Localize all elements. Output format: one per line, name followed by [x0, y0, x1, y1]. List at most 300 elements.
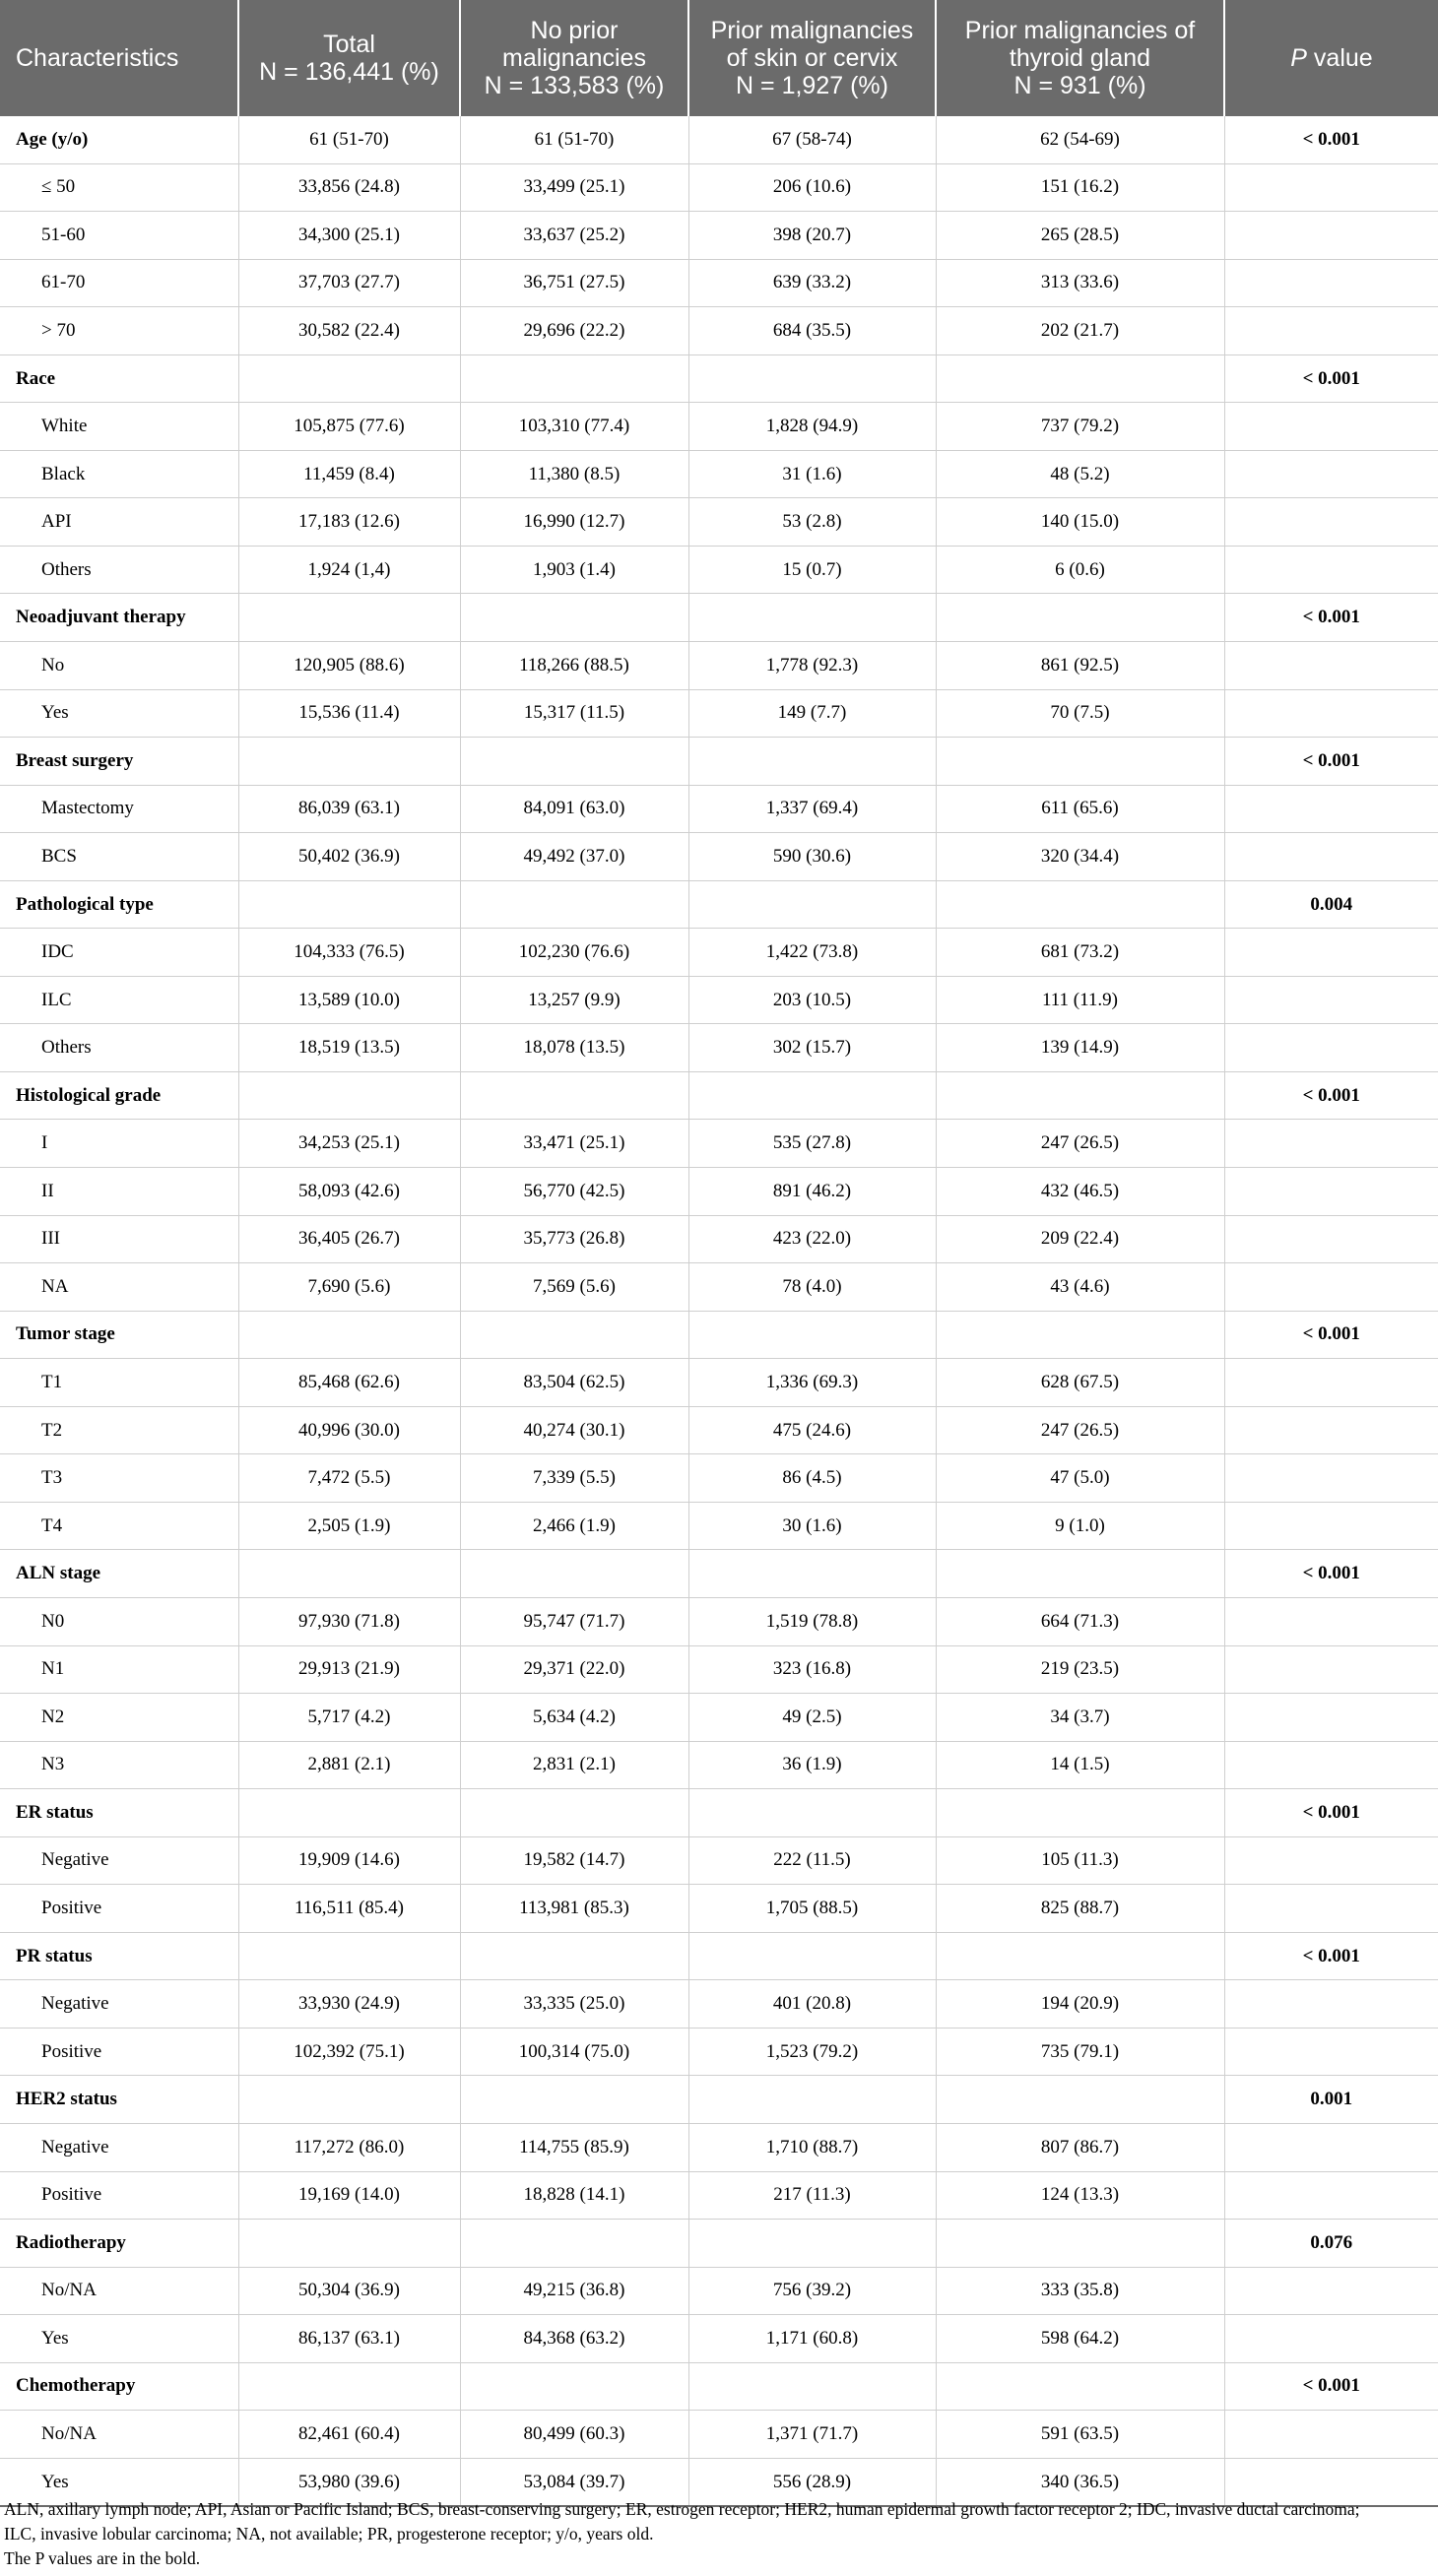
p-value — [1224, 450, 1438, 498]
table-row — [0, 689, 1438, 738]
no-prior-value: 1,903 (1.4) — [460, 546, 688, 594]
row-label: T4 — [0, 1502, 238, 1550]
no-prior-value: 80,499 (60.3) — [460, 2411, 688, 2459]
thyroid-value — [936, 1932, 1224, 1980]
p-value — [1224, 163, 1438, 212]
thyroid-value — [936, 2220, 1224, 2268]
p-value — [1224, 642, 1438, 690]
row-label: III — [0, 1215, 238, 1263]
table-row — [0, 1502, 1438, 1550]
no-prior-value: 15,317 (11.5) — [460, 689, 688, 738]
total-value — [238, 1071, 460, 1120]
thyroid-value: 247 (26.5) — [936, 1120, 1224, 1168]
total-value: 7,690 (5.6) — [238, 1263, 460, 1312]
p-value — [1224, 498, 1438, 547]
category-row — [0, 738, 1438, 786]
skin-cervix-value: 1,171 (60.8) — [688, 2315, 936, 2363]
total-value — [238, 1789, 460, 1837]
thyroid-value: 209 (22.4) — [936, 1215, 1224, 1263]
table-row — [0, 1741, 1438, 1789]
thyroid-value — [936, 594, 1224, 642]
p-value — [1224, 689, 1438, 738]
row-label: N3 — [0, 1741, 238, 1789]
total-value: 36,405 (26.7) — [238, 1215, 460, 1263]
table-row — [0, 1359, 1438, 1407]
p-value — [1224, 546, 1438, 594]
skin-cervix-value: 149 (7.7) — [688, 689, 936, 738]
table-row — [0, 546, 1438, 594]
no-prior-value — [460, 1311, 688, 1359]
header-no-prior-line3: N = 133,583 (%) — [484, 72, 665, 99]
row-label: II — [0, 1168, 238, 1216]
p-value: < 0.001 — [1224, 1789, 1438, 1837]
total-value: 50,304 (36.9) — [238, 2267, 460, 2315]
table-row — [0, 2315, 1438, 2363]
p-value — [1224, 2171, 1438, 2220]
skin-cervix-value: 1,336 (69.3) — [688, 1359, 936, 1407]
skin-cervix-value: 1,337 (69.4) — [688, 785, 936, 833]
thyroid-value: 219 (23.5) — [936, 1645, 1224, 1694]
thyroid-value: 9 (1.0) — [936, 1502, 1224, 1550]
thyroid-value: 861 (92.5) — [936, 642, 1224, 690]
thyroid-value — [936, 880, 1224, 929]
p-value — [1224, 1454, 1438, 1503]
total-value: 85,468 (62.6) — [238, 1359, 460, 1407]
header-prior-skin-cervix-line1: Prior malignancies — [710, 17, 914, 44]
header-row — [0, 0, 1438, 116]
no-prior-value — [460, 2076, 688, 2124]
no-prior-value: 5,634 (4.2) — [460, 1694, 688, 1742]
skin-cervix-value: 475 (24.6) — [688, 1406, 936, 1454]
table-row — [0, 1454, 1438, 1503]
row-label: Positive — [0, 2171, 238, 2220]
thyroid-value: 598 (64.2) — [936, 2315, 1224, 2363]
row-label: 51-60 — [0, 212, 238, 260]
thyroid-value: 735 (79.1) — [936, 2028, 1224, 2076]
skin-cervix-value: 535 (27.8) — [688, 1120, 936, 1168]
table-row — [0, 642, 1438, 690]
p-value — [1224, 1263, 1438, 1312]
total-value: 7,472 (5.5) — [238, 1454, 460, 1503]
no-prior-value: 103,310 (77.4) — [460, 403, 688, 451]
thyroid-value: 247 (26.5) — [936, 1406, 1224, 1454]
total-value: 19,169 (14.0) — [238, 2171, 460, 2220]
table-row — [0, 833, 1438, 881]
p-value: < 0.001 — [1224, 116, 1438, 163]
p-value — [1224, 2411, 1438, 2459]
skin-cervix-value: 423 (22.0) — [688, 1215, 936, 1263]
skin-cervix-value: 1,371 (71.7) — [688, 2411, 936, 2459]
table-row — [0, 1024, 1438, 1072]
category-row — [0, 594, 1438, 642]
header-prior-skin-cervix-line3: N = 1,927 (%) — [736, 72, 888, 99]
row-label: ILC — [0, 976, 238, 1024]
no-prior-value: 33,637 (25.2) — [460, 212, 688, 260]
skin-cervix-value — [688, 738, 936, 786]
total-value — [238, 738, 460, 786]
thyroid-value: 628 (67.5) — [936, 1359, 1224, 1407]
table-row — [0, 1168, 1438, 1216]
p-value — [1224, 1885, 1438, 1933]
total-value: 11,459 (8.4) — [238, 450, 460, 498]
skin-cervix-value: 639 (33.2) — [688, 259, 936, 307]
table-row — [0, 1694, 1438, 1742]
footnote-line-3: The P values are in the bold. — [4, 2548, 201, 2568]
thyroid-value: 320 (34.4) — [936, 833, 1224, 881]
table-row — [0, 1215, 1438, 1263]
row-label: No/NA — [0, 2267, 238, 2315]
skin-cervix-value: 203 (10.5) — [688, 976, 936, 1024]
row-label: > 70 — [0, 307, 238, 355]
p-value: < 0.001 — [1224, 1311, 1438, 1359]
thyroid-value: 124 (13.3) — [936, 2171, 1224, 2220]
row-label: Positive — [0, 1885, 238, 1933]
no-prior-value: 84,368 (63.2) — [460, 2315, 688, 2363]
total-value — [238, 2362, 460, 2411]
thyroid-value — [936, 2076, 1224, 2124]
skin-cervix-value: 1,705 (88.5) — [688, 1885, 936, 1933]
thyroid-value — [936, 738, 1224, 786]
total-value — [238, 1932, 460, 1980]
no-prior-value: 95,747 (71.7) — [460, 1597, 688, 1645]
total-value — [238, 354, 460, 403]
no-prior-value — [460, 1932, 688, 1980]
no-prior-value: 83,504 (62.5) — [460, 1359, 688, 1407]
category-label: Chemotherapy — [0, 2362, 238, 2411]
thyroid-value: 47 (5.0) — [936, 1454, 1224, 1503]
p-value — [1224, 785, 1438, 833]
p-value — [1224, 212, 1438, 260]
row-label: API — [0, 498, 238, 547]
category-row — [0, 354, 1438, 403]
skin-cervix-value — [688, 1311, 936, 1359]
no-prior-value: 84,091 (63.0) — [460, 785, 688, 833]
skin-cervix-value — [688, 2076, 936, 2124]
skin-cervix-value: 1,828 (94.9) — [688, 403, 936, 451]
total-value: 40,996 (30.0) — [238, 1406, 460, 1454]
no-prior-value: 18,078 (13.5) — [460, 1024, 688, 1072]
header-no-prior-line1: No prior — [530, 17, 619, 44]
skin-cervix-value — [688, 1071, 936, 1120]
skin-cervix-value: 891 (46.2) — [688, 1168, 936, 1216]
thyroid-value: 807 (86.7) — [936, 2123, 1224, 2171]
table-row — [0, 976, 1438, 1024]
row-label: Others — [0, 546, 238, 594]
total-value: 120,905 (88.6) — [238, 642, 460, 690]
table-row — [0, 1980, 1438, 2029]
p-value: 0.004 — [1224, 880, 1438, 929]
table-row — [0, 403, 1438, 451]
total-value: 37,703 (27.7) — [238, 259, 460, 307]
no-prior-value: 7,569 (5.6) — [460, 1263, 688, 1312]
no-prior-value: 36,751 (27.5) — [460, 259, 688, 307]
total-value: 30,582 (22.4) — [238, 307, 460, 355]
p-value — [1224, 307, 1438, 355]
category-row — [0, 116, 1438, 163]
skin-cervix-value: 1,710 (88.7) — [688, 2123, 936, 2171]
skin-cervix-value: 302 (15.7) — [688, 1024, 936, 1072]
total-value: 104,333 (76.5) — [238, 929, 460, 977]
header-prior-thyroid-line2: thyroid gland — [1009, 44, 1151, 72]
header-prior-thyroid-line3: N = 931 (%) — [1013, 72, 1146, 99]
total-value — [238, 594, 460, 642]
total-value: 18,519 (13.5) — [238, 1024, 460, 1072]
category-label: HER2 status — [0, 2076, 238, 2124]
skin-cervix-value: 15 (0.7) — [688, 546, 936, 594]
p-value — [1224, 1836, 1438, 1885]
total-value — [238, 880, 460, 929]
total-value: 2,505 (1.9) — [238, 1502, 460, 1550]
thyroid-value: 825 (88.7) — [936, 1885, 1224, 1933]
total-value: 15,536 (11.4) — [238, 689, 460, 738]
total-value — [238, 1311, 460, 1359]
skin-cervix-value: 53 (2.8) — [688, 498, 936, 547]
total-value: 86,039 (63.1) — [238, 785, 460, 833]
no-prior-value: 19,582 (14.7) — [460, 1836, 688, 1885]
thyroid-value: 70 (7.5) — [936, 689, 1224, 738]
header-characteristics — [0, 0, 238, 116]
thyroid-value: 265 (28.5) — [936, 212, 1224, 260]
table-row — [0, 929, 1438, 977]
total-value: 58,093 (42.6) — [238, 1168, 460, 1216]
no-prior-value: 11,380 (8.5) — [460, 450, 688, 498]
p-value — [1224, 1168, 1438, 1216]
total-value: 86,137 (63.1) — [238, 2315, 460, 2363]
total-value: 17,183 (12.6) — [238, 498, 460, 547]
no-prior-value: 113,981 (85.3) — [460, 1885, 688, 1933]
p-value — [1224, 1406, 1438, 1454]
thyroid-value: 194 (20.9) — [936, 1980, 1224, 2029]
skin-cervix-value: 78 (4.0) — [688, 1263, 936, 1312]
category-label: Pathological type — [0, 880, 238, 929]
header-prior-thyroid-line1: Prior malignancies of — [964, 17, 1196, 44]
thyroid-value: 333 (35.8) — [936, 2267, 1224, 2315]
thyroid-value: 105 (11.3) — [936, 1836, 1224, 1885]
table-row — [0, 1263, 1438, 1312]
skin-cervix-value: 206 (10.6) — [688, 163, 936, 212]
p-value — [1224, 259, 1438, 307]
category-label: Breast surgery — [0, 738, 238, 786]
category-row — [0, 2362, 1438, 2411]
thyroid-value: 111 (11.9) — [936, 976, 1224, 1024]
no-prior-value: 33,471 (25.1) — [460, 1120, 688, 1168]
thyroid-value: 6 (0.6) — [936, 546, 1224, 594]
p-value — [1224, 1597, 1438, 1645]
no-prior-value: 100,314 (75.0) — [460, 2028, 688, 2076]
skin-cervix-value — [688, 880, 936, 929]
header-p-value — [1224, 0, 1438, 116]
table-row — [0, 785, 1438, 833]
table-row — [0, 1406, 1438, 1454]
category-label: Tumor stage — [0, 1311, 238, 1359]
p-value — [1224, 1024, 1438, 1072]
thyroid-value: 140 (15.0) — [936, 498, 1224, 547]
category-row — [0, 1789, 1438, 1837]
thyroid-value: 737 (79.2) — [936, 403, 1224, 451]
row-label: Negative — [0, 1980, 238, 2029]
p-value: < 0.001 — [1224, 594, 1438, 642]
row-label: 61-70 — [0, 259, 238, 307]
thyroid-value — [936, 1071, 1224, 1120]
footnote-line-2: ILC, invasive lobular carcinoma; NA, not available; PR, progesterone receptor; y/o, years old. — [4, 2524, 654, 2544]
p-value: < 0.001 — [1224, 1932, 1438, 1980]
skin-cervix-value — [688, 354, 936, 403]
no-prior-value — [460, 1550, 688, 1598]
thyroid-value: 611 (65.6) — [936, 785, 1224, 833]
row-label: NA — [0, 1263, 238, 1312]
no-prior-value: 7,339 (5.5) — [460, 1454, 688, 1503]
no-prior-value: 33,499 (25.1) — [460, 163, 688, 212]
no-prior-value: 29,371 (22.0) — [460, 1645, 688, 1694]
table-row — [0, 450, 1438, 498]
thyroid-value: 14 (1.5) — [936, 1741, 1224, 1789]
category-row — [0, 1550, 1438, 1598]
p-value — [1224, 1215, 1438, 1263]
header-prior-thyroid — [936, 0, 1224, 116]
no-prior-value: 33,335 (25.0) — [460, 1980, 688, 2029]
no-prior-value — [460, 1789, 688, 1837]
skin-cervix-value: 67 (58-74) — [688, 116, 936, 163]
table-row — [0, 2028, 1438, 2076]
category-label: Age (y/o) — [0, 116, 238, 163]
no-prior-value: 49,492 (37.0) — [460, 833, 688, 881]
no-prior-value: 53,084 (39.7) — [460, 2458, 688, 2506]
table-row — [0, 2267, 1438, 2315]
p-value: 0.076 — [1224, 2220, 1438, 2268]
no-prior-value — [460, 594, 688, 642]
skin-cervix-value — [688, 594, 936, 642]
total-value: 82,461 (60.4) — [238, 2411, 460, 2459]
skin-cervix-value: 1,778 (92.3) — [688, 642, 936, 690]
total-value: 50,402 (36.9) — [238, 833, 460, 881]
p-value — [1224, 1694, 1438, 1742]
skin-cervix-value — [688, 1932, 936, 1980]
table-row — [0, 1645, 1438, 1694]
total-value: 34,253 (25.1) — [238, 1120, 460, 1168]
row-label: IDC — [0, 929, 238, 977]
thyroid-value: 43 (4.6) — [936, 1263, 1224, 1312]
p-value: < 0.001 — [1224, 1550, 1438, 1598]
footnote-line-1: ALN, axillary lymph node; API, Asian or Pacific Island; BCS, breast-conserving surgery; ER, estrogen receptor; HER2, human epidermal growth factor receptor 2; IDC, invasive ductal carcinoma; — [4, 2499, 1360, 2519]
category-label: Neoadjuvant therapy — [0, 594, 238, 642]
p-value: < 0.001 — [1224, 2362, 1438, 2411]
thyroid-value — [936, 2362, 1224, 2411]
total-value: 61 (51-70) — [238, 116, 460, 163]
thyroid-value: 313 (33.6) — [936, 259, 1224, 307]
total-value: 116,511 (85.4) — [238, 1885, 460, 1933]
thyroid-value: 664 (71.3) — [936, 1597, 1224, 1645]
p-value — [1224, 929, 1438, 977]
thyroid-value — [936, 1789, 1224, 1837]
row-label: Mastectomy — [0, 785, 238, 833]
row-label: ≤ 50 — [0, 163, 238, 212]
category-row — [0, 2076, 1438, 2124]
p-value — [1224, 1359, 1438, 1407]
row-label: N2 — [0, 1694, 238, 1742]
row-label: T3 — [0, 1454, 238, 1503]
skin-cervix-value — [688, 2220, 936, 2268]
header-total-line2: N = 136,441 (%) — [259, 58, 439, 86]
table-row — [0, 259, 1438, 307]
no-prior-value: 56,770 (42.5) — [460, 1168, 688, 1216]
skin-cervix-value: 684 (35.5) — [688, 307, 936, 355]
table-footnote — [4, 2497, 1432, 2571]
category-label: Race — [0, 354, 238, 403]
total-value: 13,589 (10.0) — [238, 976, 460, 1024]
row-label: BCS — [0, 833, 238, 881]
p-value — [1224, 1645, 1438, 1694]
row-label: Others — [0, 1024, 238, 1072]
total-value: 53,980 (39.6) — [238, 2458, 460, 2506]
p-value — [1224, 2315, 1438, 2363]
no-prior-value: 102,230 (76.6) — [460, 929, 688, 977]
no-prior-value: 29,696 (22.2) — [460, 307, 688, 355]
row-label: Yes — [0, 2458, 238, 2506]
thyroid-value — [936, 1311, 1224, 1359]
table-row — [0, 2123, 1438, 2171]
total-value: 5,717 (4.2) — [238, 1694, 460, 1742]
row-label: White — [0, 403, 238, 451]
category-label: ER status — [0, 1789, 238, 1837]
category-row — [0, 1932, 1438, 1980]
total-value: 1,924 (1,4) — [238, 546, 460, 594]
skin-cervix-value: 31 (1.6) — [688, 450, 936, 498]
no-prior-value — [460, 2362, 688, 2411]
row-label: No — [0, 642, 238, 690]
skin-cervix-value: 222 (11.5) — [688, 1836, 936, 1885]
no-prior-value: 40,274 (30.1) — [460, 1406, 688, 1454]
total-value: 97,930 (71.8) — [238, 1597, 460, 1645]
header-p-italic: P — [1290, 44, 1307, 72]
total-value: 34,300 (25.1) — [238, 212, 460, 260]
no-prior-value: 2,831 (2.1) — [460, 1741, 688, 1789]
p-value — [1224, 1120, 1438, 1168]
table-body — [0, 116, 1438, 2506]
row-label: T2 — [0, 1406, 238, 1454]
table-row — [0, 307, 1438, 355]
thyroid-value: 681 (73.2) — [936, 929, 1224, 977]
skin-cervix-value: 590 (30.6) — [688, 833, 936, 881]
row-label: T1 — [0, 1359, 238, 1407]
thyroid-value: 340 (36.5) — [936, 2458, 1224, 2506]
no-prior-value: 114,755 (85.9) — [460, 2123, 688, 2171]
thyroid-value: 591 (63.5) — [936, 2411, 1224, 2459]
total-value: 2,881 (2.1) — [238, 1741, 460, 1789]
row-label: Yes — [0, 689, 238, 738]
skin-cervix-value — [688, 1550, 936, 1598]
category-row — [0, 1311, 1438, 1359]
no-prior-value: 118,266 (88.5) — [460, 642, 688, 690]
skin-cervix-value: 756 (39.2) — [688, 2267, 936, 2315]
thyroid-value: 151 (16.2) — [936, 163, 1224, 212]
thyroid-value: 62 (54-69) — [936, 116, 1224, 163]
total-value: 102,392 (75.1) — [238, 2028, 460, 2076]
thyroid-value — [936, 354, 1224, 403]
header-p-rest: value — [1306, 44, 1373, 72]
row-label: N1 — [0, 1645, 238, 1694]
skin-cervix-value: 217 (11.3) — [688, 2171, 936, 2220]
total-value: 105,875 (77.6) — [238, 403, 460, 451]
no-prior-value — [460, 2220, 688, 2268]
no-prior-value: 13,257 (9.9) — [460, 976, 688, 1024]
total-value: 33,856 (24.8) — [238, 163, 460, 212]
skin-cervix-value: 401 (20.8) — [688, 1980, 936, 2029]
category-label: PR status — [0, 1932, 238, 1980]
p-value: < 0.001 — [1224, 738, 1438, 786]
category-label: ALN stage — [0, 1550, 238, 1598]
no-prior-value: 16,990 (12.7) — [460, 498, 688, 547]
no-prior-value — [460, 354, 688, 403]
